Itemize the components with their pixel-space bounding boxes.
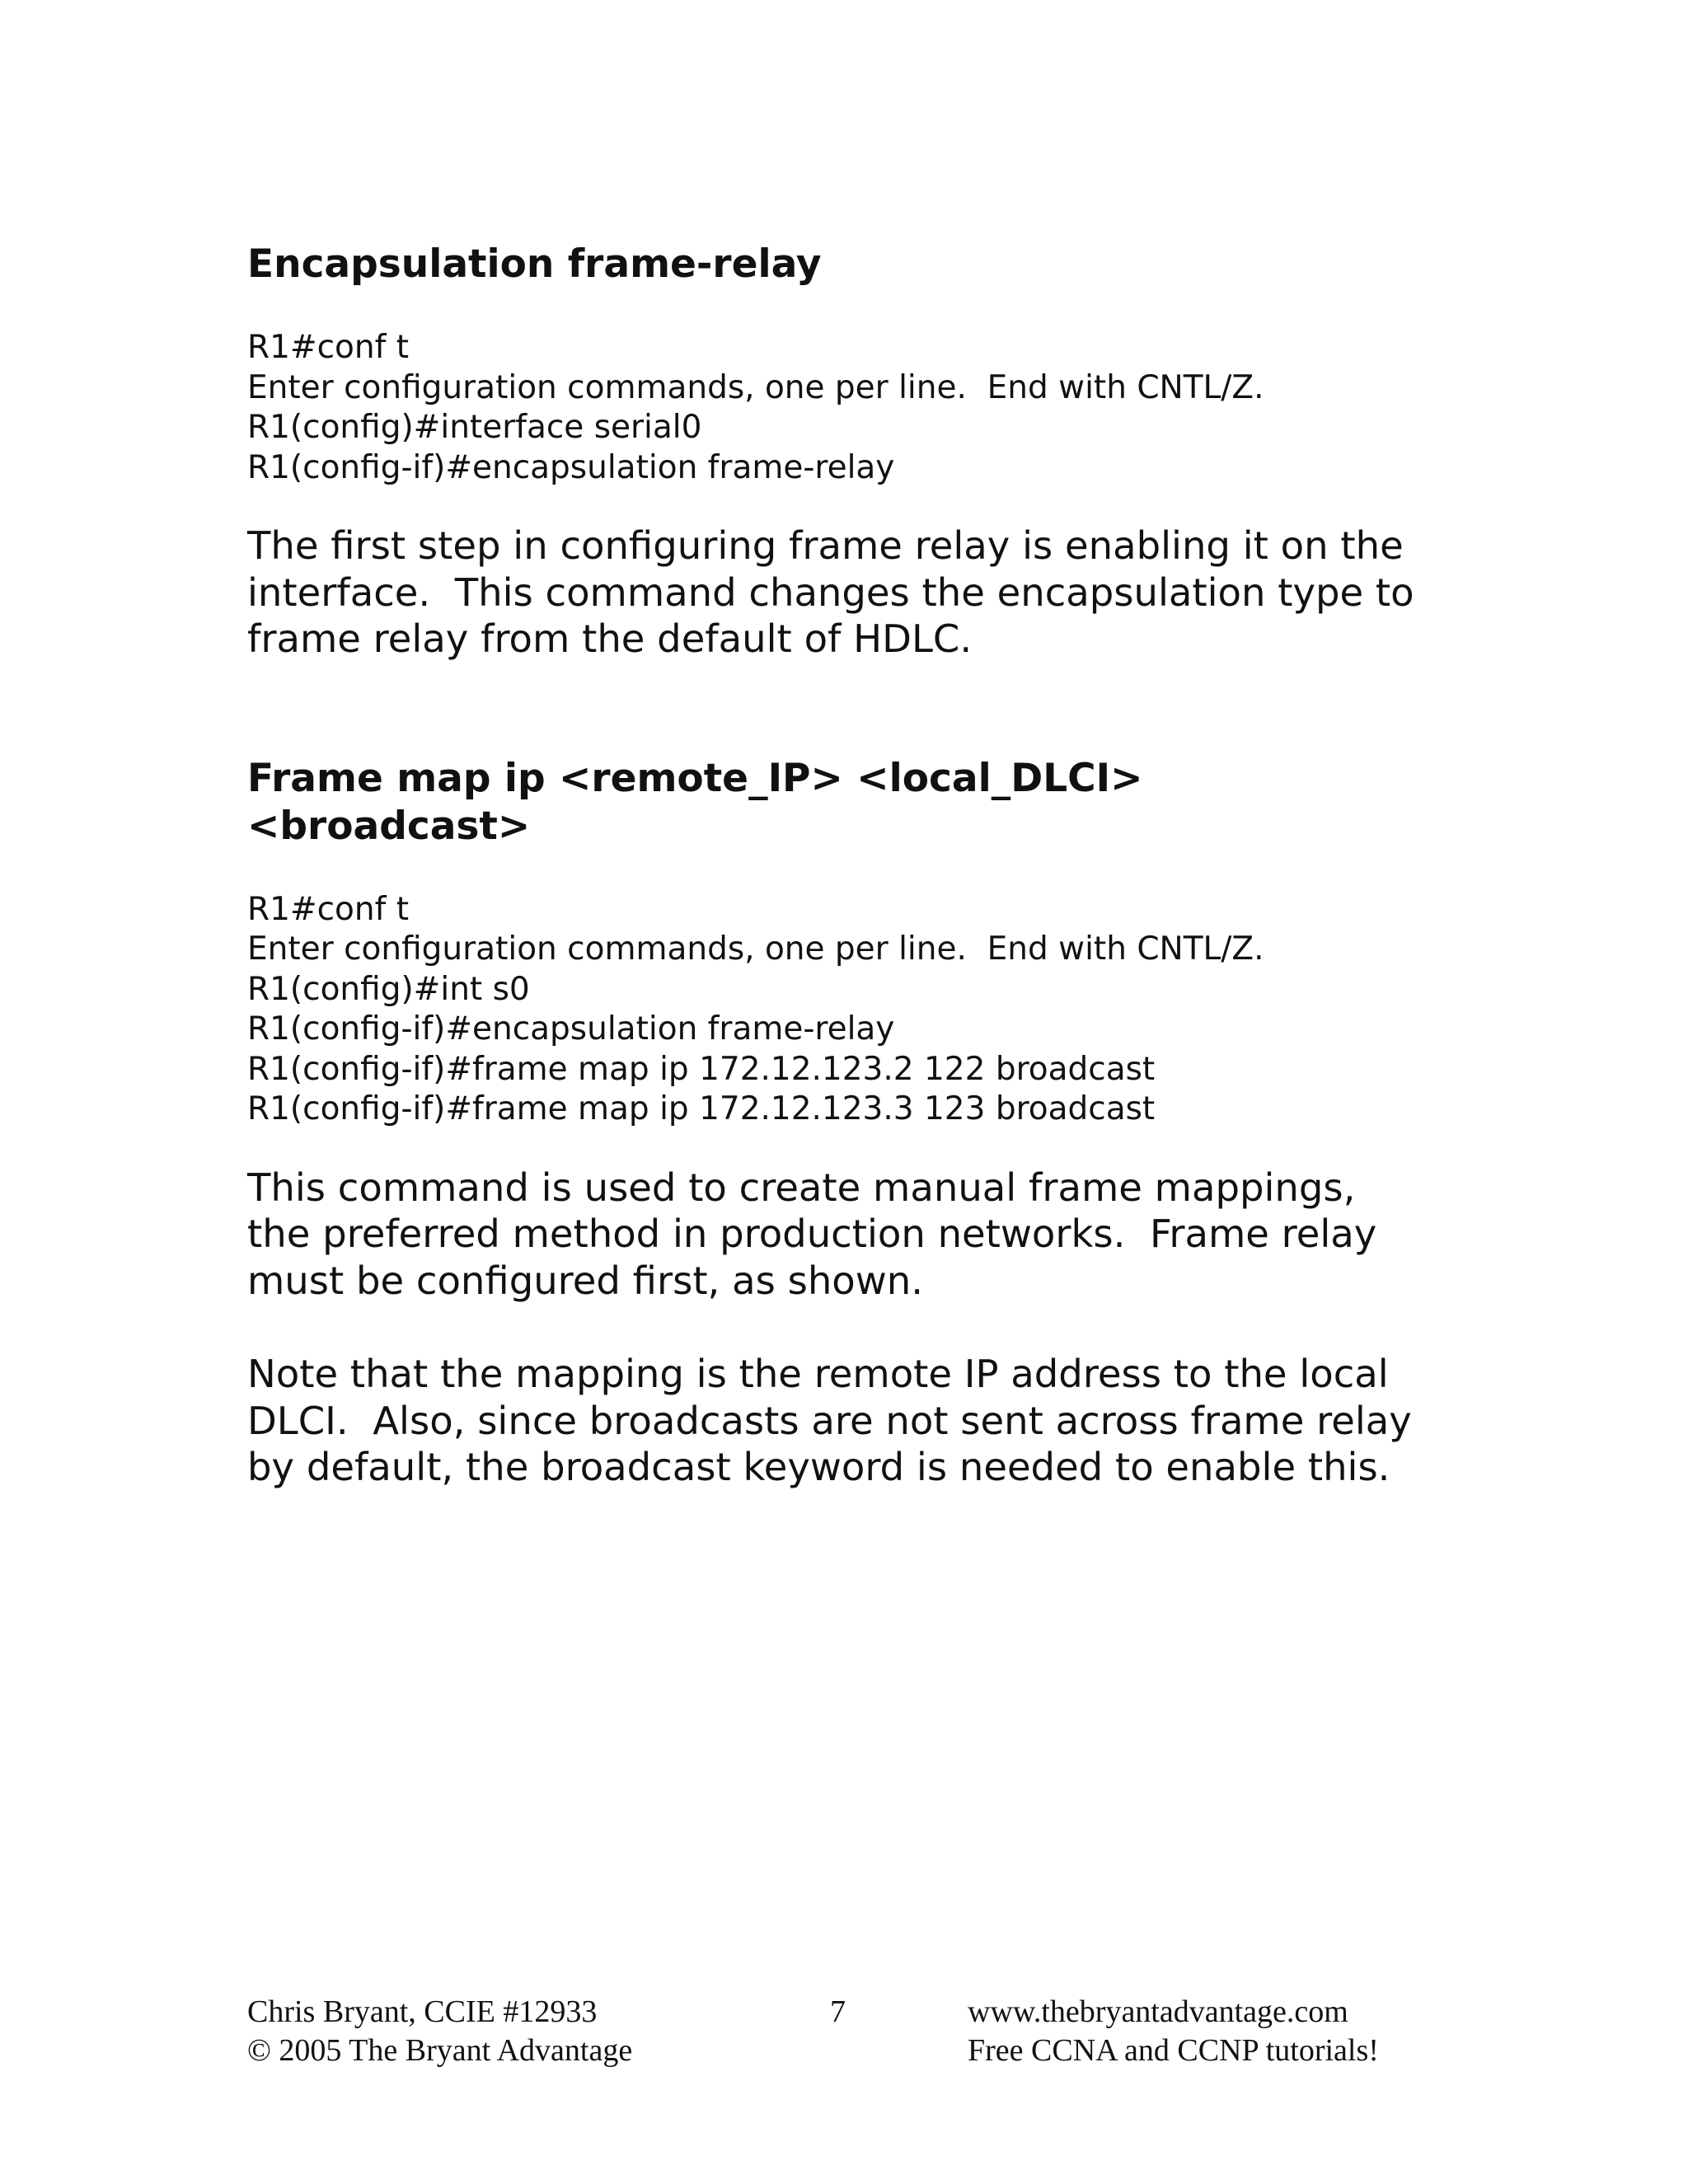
heading-line: Frame map ip <remote_IP> <local_DLCI> bbox=[247, 755, 1143, 801]
footer-website-url: www.thebryantadvantage.com bbox=[968, 1994, 1348, 2029]
paragraph-line: Note that the mapping is the remote IP address to the local bbox=[247, 1352, 1389, 1396]
page-number: 7 bbox=[830, 1994, 846, 2029]
code-line: R1#conf t bbox=[247, 329, 410, 366]
page-content bbox=[247, 241, 1484, 1491]
footer-page-number bbox=[830, 1993, 846, 2032]
section-heading-frame-map bbox=[247, 755, 1484, 851]
code-line: R1(config-if)#frame map ip 172.12.123.3 123 broadcast bbox=[247, 1090, 1156, 1127]
code-line: R1(config-if)#frame map ip 172.12.123.2 122 broadcast bbox=[247, 1050, 1156, 1088]
paragraph-line: frame relay from the default of HDLC. bbox=[247, 616, 973, 661]
footer-tagline: Free CCNA and CCNP tutorials! bbox=[968, 2033, 1379, 2068]
code-block-frame-map bbox=[247, 890, 1484, 1130]
heading-line: <broadcast> bbox=[247, 803, 531, 849]
footer-author bbox=[247, 1993, 632, 2070]
code-line: R1(config)#interface serial0 bbox=[247, 409, 702, 446]
paragraph-frame-map-note bbox=[247, 1351, 1484, 1491]
paragraph-frame-map-usage bbox=[247, 1165, 1484, 1305]
paragraph-line: The first step in configuring frame relay is enabling it on the bbox=[247, 523, 1404, 568]
paragraph-line: interface. This command changes the encapsulation type to bbox=[247, 569, 1414, 615]
code-block-encapsulation bbox=[247, 328, 1484, 488]
code-line: Enter configuration commands, one per line. End with CNTL/Z. bbox=[247, 368, 1264, 406]
code-line: R1(config)#int s0 bbox=[247, 970, 530, 1008]
code-line: Enter configuration commands, one per line. End with CNTL/Z. bbox=[247, 930, 1264, 968]
paragraph-line: must be configured first, as shown. bbox=[247, 1258, 924, 1303]
code-line: R1(config-if)#encapsulation frame-relay bbox=[247, 1010, 895, 1047]
footer-website bbox=[968, 1993, 1379, 2070]
footer-copyright-line: © 2005 The Bryant Advantage bbox=[247, 2033, 633, 2068]
paragraph-line: the preferred method in production networks. Frame relay bbox=[247, 1212, 1377, 1256]
footer-author-line: Chris Bryant, CCIE #12933 bbox=[247, 1994, 598, 2029]
paragraph-line: by default, the broadcast keyword is needed to enable this. bbox=[247, 1445, 1390, 1489]
section-heading-encapsulation: Encapsulation frame-relay bbox=[247, 241, 822, 287]
paragraph-line: DLCI. Also, since broadcasts are not sent across frame relay bbox=[247, 1398, 1412, 1443]
paragraph-encapsulation bbox=[247, 523, 1484, 663]
code-line: R1(config-if)#encapsulation frame-relay bbox=[247, 448, 895, 486]
code-line: R1#conf t bbox=[247, 890, 410, 928]
paragraph-line: This command is used to create manual frame mappings, bbox=[247, 1165, 1356, 1210]
